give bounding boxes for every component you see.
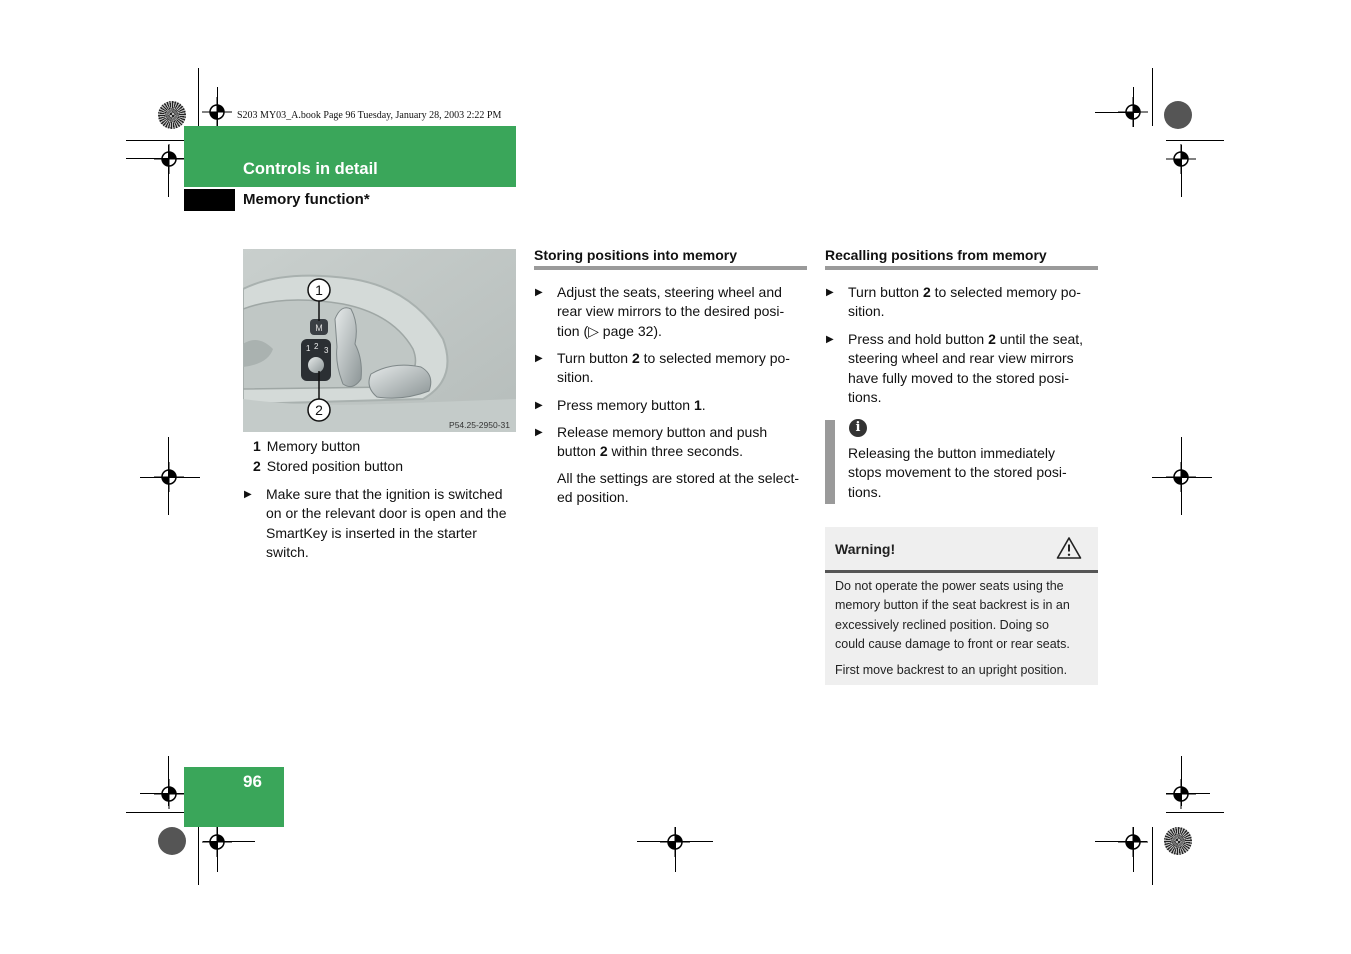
registration-crosshair-icon xyxy=(1118,827,1148,857)
warning-text: Do not operate the power seats using the memory button if the seat backrest is in an excessively reclined position. Doing so could cause damage to front or rear seats. xyxy=(835,579,1070,651)
bullet-arrow-icon: ▶ xyxy=(535,427,543,438)
registration-dot xyxy=(158,827,186,855)
instruction-step: ▶ Turn button 2 to selected memory po- sition. xyxy=(535,350,790,386)
heading-rule xyxy=(534,266,807,270)
page-number-box xyxy=(184,767,284,827)
warning-rule xyxy=(825,570,1098,573)
registration-crosshair-icon xyxy=(202,827,232,857)
instruction-step: ▶ Press memory button 1. xyxy=(557,396,706,415)
registration-dot xyxy=(158,101,186,129)
bullet-arrow-icon: ▶ xyxy=(244,489,252,500)
seat-control-figure xyxy=(243,249,516,432)
instruction-step: ▶ Make sure that the ignition is switched on or the relevant door is open and the SmartKey is inserted in the starter switch. xyxy=(244,486,507,560)
registration-crosshair-icon xyxy=(660,827,690,857)
callout-1: 1 xyxy=(315,282,323,298)
button-digit: 1 xyxy=(306,344,311,353)
recalling-heading: Recalling positions from memory xyxy=(825,247,1047,263)
warning-text-action: First move backrest to an upright position. xyxy=(835,663,1068,677)
instruction-step: ▶ Turn button 2 to selected memory po- sition. xyxy=(826,284,1081,320)
storing-note: All the settings are stored at the select- ed position. xyxy=(557,470,800,506)
storing-heading: Storing positions into memory xyxy=(534,247,738,263)
registration-crosshair-icon xyxy=(202,97,232,127)
registration-crosshair-icon xyxy=(154,779,184,809)
callout-2: 2 xyxy=(315,402,323,418)
page-number: 96 xyxy=(243,772,262,791)
warning-triangle-icon xyxy=(1056,536,1082,560)
instruction-step: ▶ Adjust the seats, steering wheel and rear view mirrors to the desired posi- tion (▷ page 32). xyxy=(535,284,785,339)
legend-item: 2 Stored position button xyxy=(253,458,404,474)
registration-dot xyxy=(1164,101,1192,129)
warning-title: Warning! xyxy=(835,541,896,557)
registration-crosshair-icon xyxy=(1166,144,1196,174)
info-note: Releasing the button immediately stops movement to the stored posi- tions. xyxy=(848,445,1067,500)
info-note-bar xyxy=(825,420,835,504)
legend-item: 1 Memory button xyxy=(253,438,361,454)
subsection-marker xyxy=(184,189,235,211)
registration-crosshair-icon xyxy=(1166,462,1196,492)
button-digit: 3 xyxy=(324,346,329,355)
bullet-arrow-icon: ▶ xyxy=(826,287,834,298)
bullet-arrow-icon: ▶ xyxy=(826,334,834,345)
registration-crosshair-icon xyxy=(1118,97,1148,127)
bullet-arrow-icon: ▶ xyxy=(535,287,543,298)
registration-crosshair-icon xyxy=(1166,779,1196,809)
subsection-title: Memory function* xyxy=(243,191,370,208)
memory-letter: M xyxy=(315,323,323,333)
print-info-line: S203 MY03_A.book Page 96 Tuesday, January 28, 2003 2:22 PM xyxy=(237,110,502,121)
section-header xyxy=(184,126,516,187)
registration-crosshair-icon xyxy=(154,462,184,492)
button-digit: 2 xyxy=(314,342,319,351)
figure-code: P54.25-2950-31 xyxy=(449,420,510,430)
instruction-step: ▶ Press and hold button 2 until the seat, steering wheel and rear view mirrors have fully moved to the stored posi- tions. xyxy=(826,331,1084,405)
instruction-step: ▶ Release memory button and push button 2 within three seconds. xyxy=(535,424,768,460)
bullet-arrow-icon: ▶ xyxy=(535,353,543,364)
heading-rule xyxy=(825,266,1098,270)
bullet-arrow-icon: ▶ xyxy=(535,400,543,411)
info-icon: i xyxy=(849,419,867,437)
registration-crosshair-icon xyxy=(154,144,184,174)
registration-dot xyxy=(1164,827,1192,855)
section-title: Controls in detail xyxy=(243,160,378,178)
